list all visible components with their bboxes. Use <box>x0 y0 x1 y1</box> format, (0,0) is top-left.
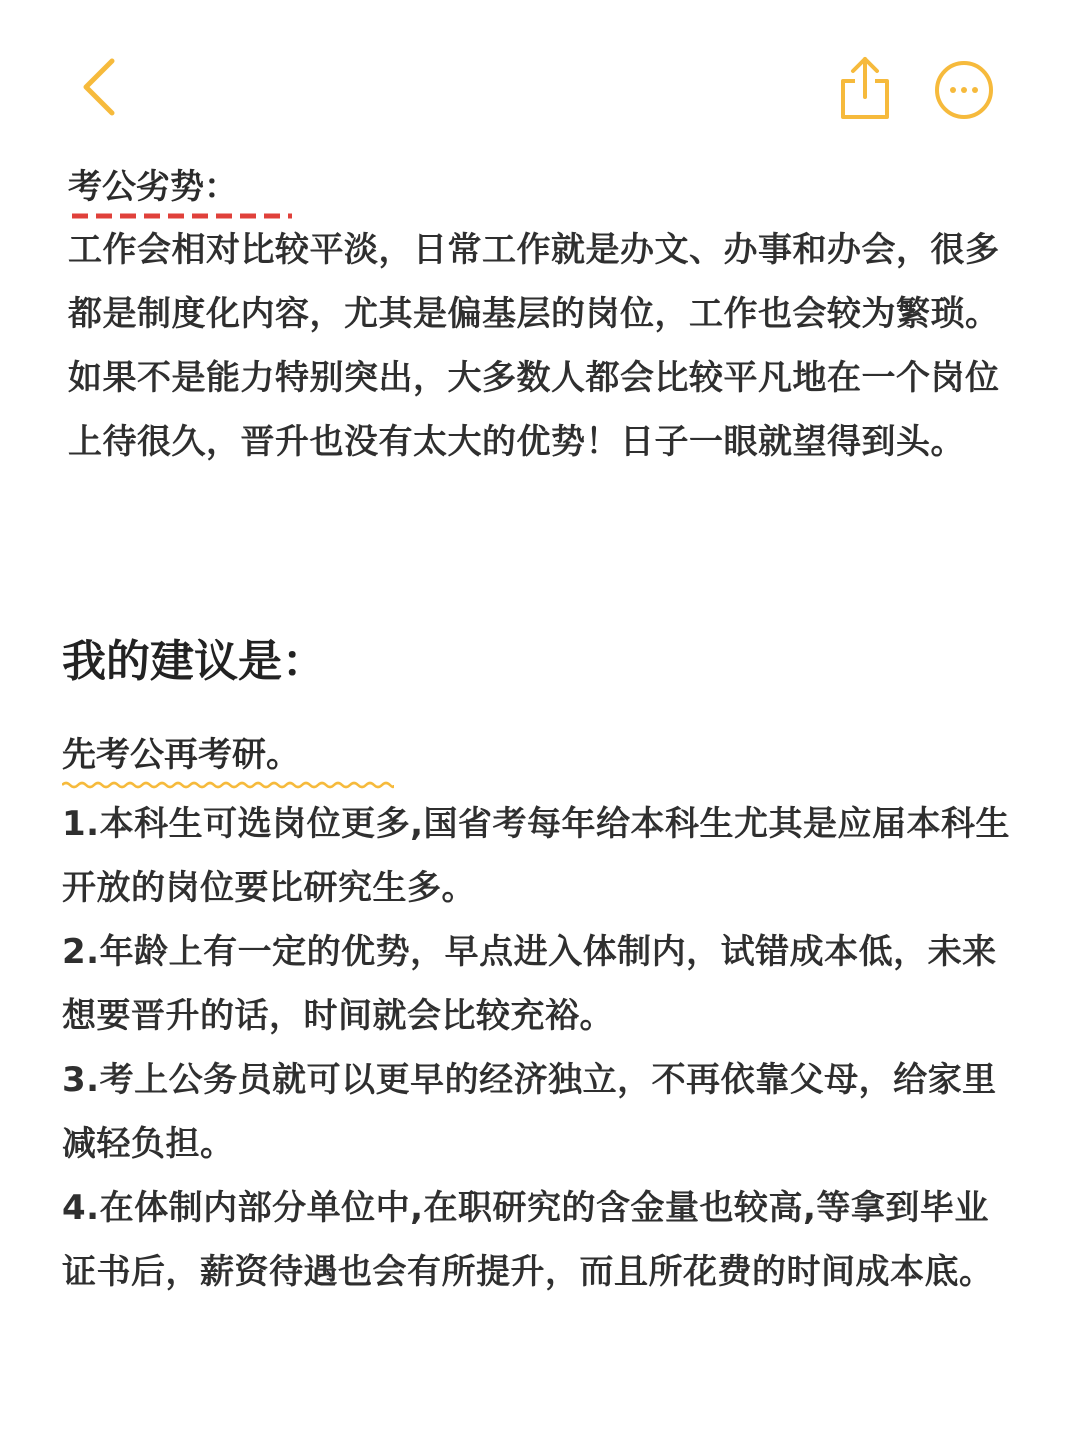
back-button[interactable] <box>68 52 128 122</box>
disadvantages-heading <box>68 162 238 212</box>
suggestion-section <box>62 728 1012 1304</box>
list-item: 2.年龄上有一定的优势，早点进入体制内，试错成本低，未来想要晋升的话，时间就会比较充裕。 <box>62 932 997 1036</box>
share-icon <box>837 53 893 121</box>
suggestion-subheading-text: 先考公再考研。 <box>62 735 300 775</box>
disadvantages-section <box>68 162 1008 474</box>
more-button[interactable] <box>930 56 998 124</box>
suggestion-subheading <box>62 728 300 782</box>
list-item: 1.本科生可选岗位更多,国省考每年给本科生尤其是应届本科生开放的岗位要比研究生多。 <box>62 804 1010 908</box>
list-item: 3.考上公务员就可以更早的经济独立，不再依靠父母，给家里减轻负担。 <box>62 1060 997 1164</box>
yellow-wavy-underline <box>62 780 394 790</box>
suggestion-list <box>62 792 1012 1304</box>
chevron-left-icon <box>78 55 118 119</box>
more-icon <box>933 59 995 121</box>
list-item: 4.在体制内部分单位中,在职研究的含金量也较高,等拿到毕业证书后，薪资待遇也会有所提升，而且所花费的时间成本底。 <box>62 1188 994 1292</box>
disadvantages-heading-text: 考公劣势： <box>68 167 238 207</box>
red-dashed-underline <box>72 212 292 220</box>
share-button[interactable] <box>830 50 900 124</box>
suggestion-heading: 我的建议是： <box>62 636 326 687</box>
disadvantages-paragraph: 工作会相对比较平淡，日常工作就是办文、办事和办会，很多都是制度化内容，尤其是偏基层的岗位，工作也会较为繁琐。 <box>68 230 1000 334</box>
disadvantages-paragraph: 如果不是能力特别突出，大多数人都会比较平凡地在一个岗位上待很久，晋升也没有太大的优势！日子一眼就望得到头。 <box>68 358 1000 462</box>
top-toolbar <box>0 0 1080 150</box>
